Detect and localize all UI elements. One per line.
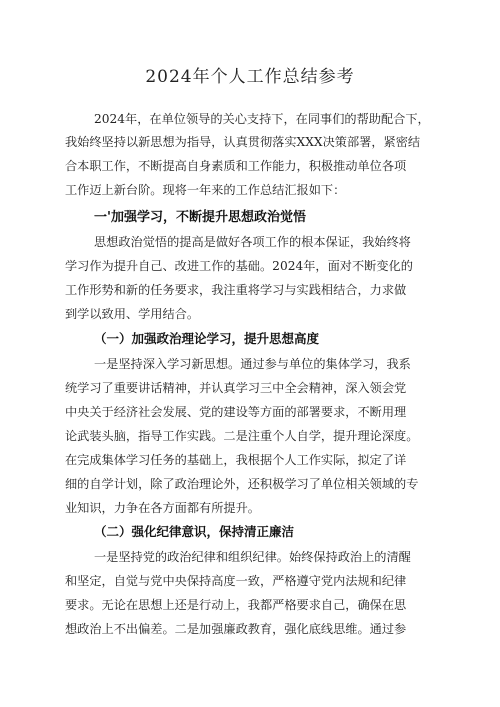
paragraph-line: 统学习了重要讲话精神，并认真学习三中全会精神，深入领会党 — [65, 381, 407, 395]
paragraph-line: 工作形势和新的任务要求，我注重将学习与实践相结合，力求做 — [65, 283, 407, 297]
paragraph-line: 细的自学计划，除了政治理论外，还积极学习了单位相关领域的专 — [65, 477, 419, 491]
document-title: 2024年个人工作总结参考 — [145, 67, 355, 87]
paragraph-line: 中央关于经济社会发展、党的建设等方面的部署要求，不断用理 — [65, 405, 407, 419]
intro-line: 2024年，在单位领导的关心支持下，在同事们的帮助配合下， — [94, 112, 430, 126]
paragraph-line: 一是坚持党的政治纪律和组织纪律。始终保持政治上的清醒 — [94, 550, 411, 564]
subsection-heading: （二）强化纪律意识，保持清正廉洁 — [94, 524, 295, 539]
intro-line: 合本职工作，不断提高自身素质和工作能力，积极推动单位各项 — [65, 159, 407, 173]
paragraph-line: 在完成集体学习任务的基础上，我根据个人工作实际，拟定了详 — [65, 453, 407, 467]
paragraph-line: 和坚定，自觉与党中央保持高度一致，严格遵守党内法规和纪律 — [65, 574, 407, 588]
paragraph-line: 一是坚持深入学习新思想。通过参与单位的集体学习，我系 — [94, 357, 411, 371]
intro-line: 工作迈上新台阶。现将一年来的工作总结汇报如下： — [65, 183, 346, 197]
subsection-heading: （一）加强政治理论学习，提升思想高度 — [94, 331, 320, 346]
paragraph-line: 学习作为提升自己、改进工作的基础。2024年，面对不断变化的 — [65, 259, 413, 273]
section-heading: 一'加强学习，不断提升思想政治觉悟 — [94, 210, 306, 225]
paragraph-line: 到学以致用、学用结合。 — [65, 307, 200, 321]
paragraph-line: 要求。无论在思想上还是行动上，我都严格要求自己，确保在思 — [65, 598, 407, 612]
paragraph-line: 业知识，力争在各方面都有所提升。 — [65, 501, 260, 515]
paragraph-line: 想政治上不出偏差。二是加强廉政教育，强化底线思维。通过参 — [65, 622, 407, 636]
paragraph-line: 论武装头脑，指导工作实践。二是注重个人自学，提升理论深度。 — [65, 429, 419, 443]
paragraph-line: 思想政治觉悟的提高是做好各项工作的根本保证，我始终将 — [94, 235, 411, 249]
intro-line: 我始终坚持以新思想为指导，认真贯彻落实XXX决策部署，紧密结 — [65, 135, 421, 149]
